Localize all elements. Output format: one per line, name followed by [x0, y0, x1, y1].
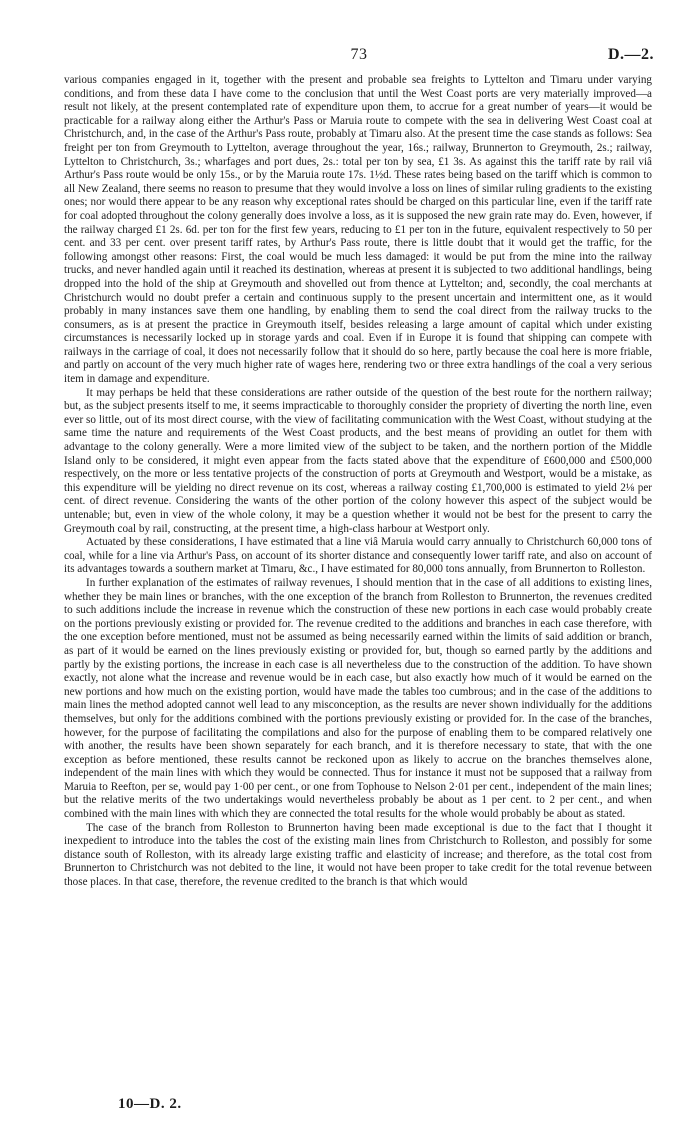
paragraph-revenue-explanation: In further explanation of the estimates of railway revenues, I should mention that in the case of all additions to existing lines, whether they be main lines or branches, with the one exception of the branch from Rolleston to Brunnerton, the revenues credited to such additions include the increase in revenue which the construction of these new portions in each case would probably create on the portions previously existing or provided for. The revenue credited to the additions and branches in each case therefore, with the one exception before mentioned, must not be assumed as being necessarily earned within the limits of said addition or branch, as part of it would be earned on the lines previously existing or provided for, but, though so earned partly by the additions and partly by the existing portions, the increase in each case is all nevertheless due to the construction of the addition. To have shown exactly, not alone what the increase and revenue would be in each case, but also exactly how much of it would be earned on the new portions and how much on the existing portion, would have made the tables too cumbrous; and in the case of the additions to main lines the method adopted cannot well lead to any misconception, as the results are never shown individually for the additions themselves, but only for the additions combined with the portions previously existing or provided for. In the case of the branches, however, for the purpose of facilitating the compilations and also for the purpose of enabling them to be compared relatively one with another, the results have been shown separately for each branch, and it is therefore necessary to state, that with the one exception as before mentioned, these results cannot be reckoned upon as likely to accrue on the branches themselves alone, independent of the main lines with which they would be connected. Thus for instance it must not be supposed that a railway from Maruia to Reefton, per se, would pay 1·00 per cent., or one from Tophouse to Nelson 2·01 per cent., independent of the main lines; but the relative merits of the two undertakings would nevertheless probably be about as 1 per cent. to 2 per cent., and when combined with the main lines with which they are connected the total results for the whole would probably be about as stated. [64, 576, 652, 821]
page-header [64, 46, 654, 66]
signature-mark: 10—D. 2. [118, 1096, 182, 1112]
paragraph-maruia-estimate: Actuated by these considerations, I have estimated that a line viâ Maruia would carry annually to Christchurch 60,000 tons of coal, while for a line via Arthur's Pass, on account of its shorter distance and consequently lower tariff rate, and also on account of its advantages towards a southern market at Timaru, &c., I have estimated for 80,000 tons annually, from Brunnerton to Rolleston. [64, 536, 652, 576]
paragraph-coal-freight: various companies engaged in it, together with the present and probable sea freights to Lyttelton and Timaru under varying conditions, and from these data I have come to the conclusion that until the West Coast ports are very materially improved—a result not likely, at the present contemplated rate of expenditure upon them, to accrue for a great number of years—it would be practicable for a railway along either the Arthur's Pass or Maruia route to compete with the sea in delivering West Coast coal at Christchurch, and, in the case of the Arthur's Pass route, probably at Timaru also. At the present time the case stands as follows: Sea freight per ton from Greymouth to Lyttelton, average throughout the year, 16s.; railway, Brunnerton to Greymouth, 2s.; railway, Lyttelton to Christchurch, 3s.; wharfages and port dues, 2s.: total per ton by sea, £1 3s. As against this the tariff rate by rail viâ Arthur's Pass route would be only 15s., or by the Maruia route 17s. 1½d. These rates being based on the tariff which is common to all New Zealand, there seems no reason to presume that they would involve a loss on lines of similar ruling gradients to the existing ones; nor would there appear to be any reason why exceptional rates should be charged on this particular line, even if the tariff rate for coal adopted throughout the colony generally does involve a loss, as it is supposed the new grain rate may do. Even, however, if the railway charged £1 2s. 6d. per ton for the first few years, reducing to £1 per ton in the future, equivalent respectively to 50 per cent. and 33 per cent. over present tariff rates, by Arthur's Pass route, there is little doubt that it would get the traffic, for the following amongst other reasons: First, the coal would be much less damaged: it would be put from the mine into the railway trucks, and never handled again until it reached its destination, whereas at present it is subjected to two additional handlings, being dropped into the hold of the ship at Greymouth and shovelled out from thence at Lyttelton; and, secondly, the coal merchants at Christchurch would no doubt prefer a certain and continuous supply to the present uncertain and intermittent one, as it would probably in many instances save them one handling, by enabling them to send the coal direct from the railway trucks to the consumers, as is at present the practice in Greymouth itself, besides releasing a large amount of capital which under existing circumstances is necessarily locked up in storage yards and coal. Even if in Europe it is found that shipping can compete with railways in the carriage of coal, it does not necessarily follow that it should do so here, partly because the coal here is more friable, and partly on account of the very much higher rate of wages here, rendering two or three extra handlings of the coal a very serious item in damage and expenditure. [64, 74, 652, 386]
body-text [64, 74, 652, 890]
paragraph-northern-railway: It may perhaps be held that these considerations are rather outside of the question of the best route for the northern railway; but, as the subject presents itself to me, it seems impracticable to thoroughly consider the propriety of diverting the north line, even ever so little, out of its most direct course, with the view of facilitating communication with the West Coast, without studying at the same time the nature and requirements of the West Coast products, and the best means of providing an outlet for them with advantage to the colony generally. Were a more limited view of the subject to be taken, and the northern portion of the Middle Island only to be considered, it might even appear from the facts stated above that the expenditure of £600,000 and £500,000 respectively, on the more or less tentative projects of the construction of ports at Greymouth and Westport, would be a mistake, as this expenditure will be yielding no direct revenue on its cost, whereas a railway costing £1,700,000 is estimated to yield 2⅛ per cent. of direct revenue. Considering the wants of the other portion of the colony however this aspect of the subject would be untenable; but, even in view of the whole colony, it may be a question whether it would not be best for the present to carry the Greymouth coal by rail, constructing, at the present time, a high-class harbour at Westport only. [64, 386, 652, 535]
document-code: D.—2. [607, 46, 654, 63]
paragraph-rolleston-branch: The case of the branch from Rolleston to Brunnerton having been made exceptional is due to the fact that I thought it inexpedient to introduce into the tables the cost of the existing main lines from Christchurch to Rolleston, and possibly for some distance south of Rolleston, with its already large existing traffic and elasticity of increase; and therefore, as the total cost from Brunnerton to Christchurch was not debited to the line, it would not have been proper to take credit for the total revenue between those places. In that case, therefore, the revenue credited to the branch is that which would [64, 821, 652, 889]
page-number: 73 [350, 46, 368, 63]
